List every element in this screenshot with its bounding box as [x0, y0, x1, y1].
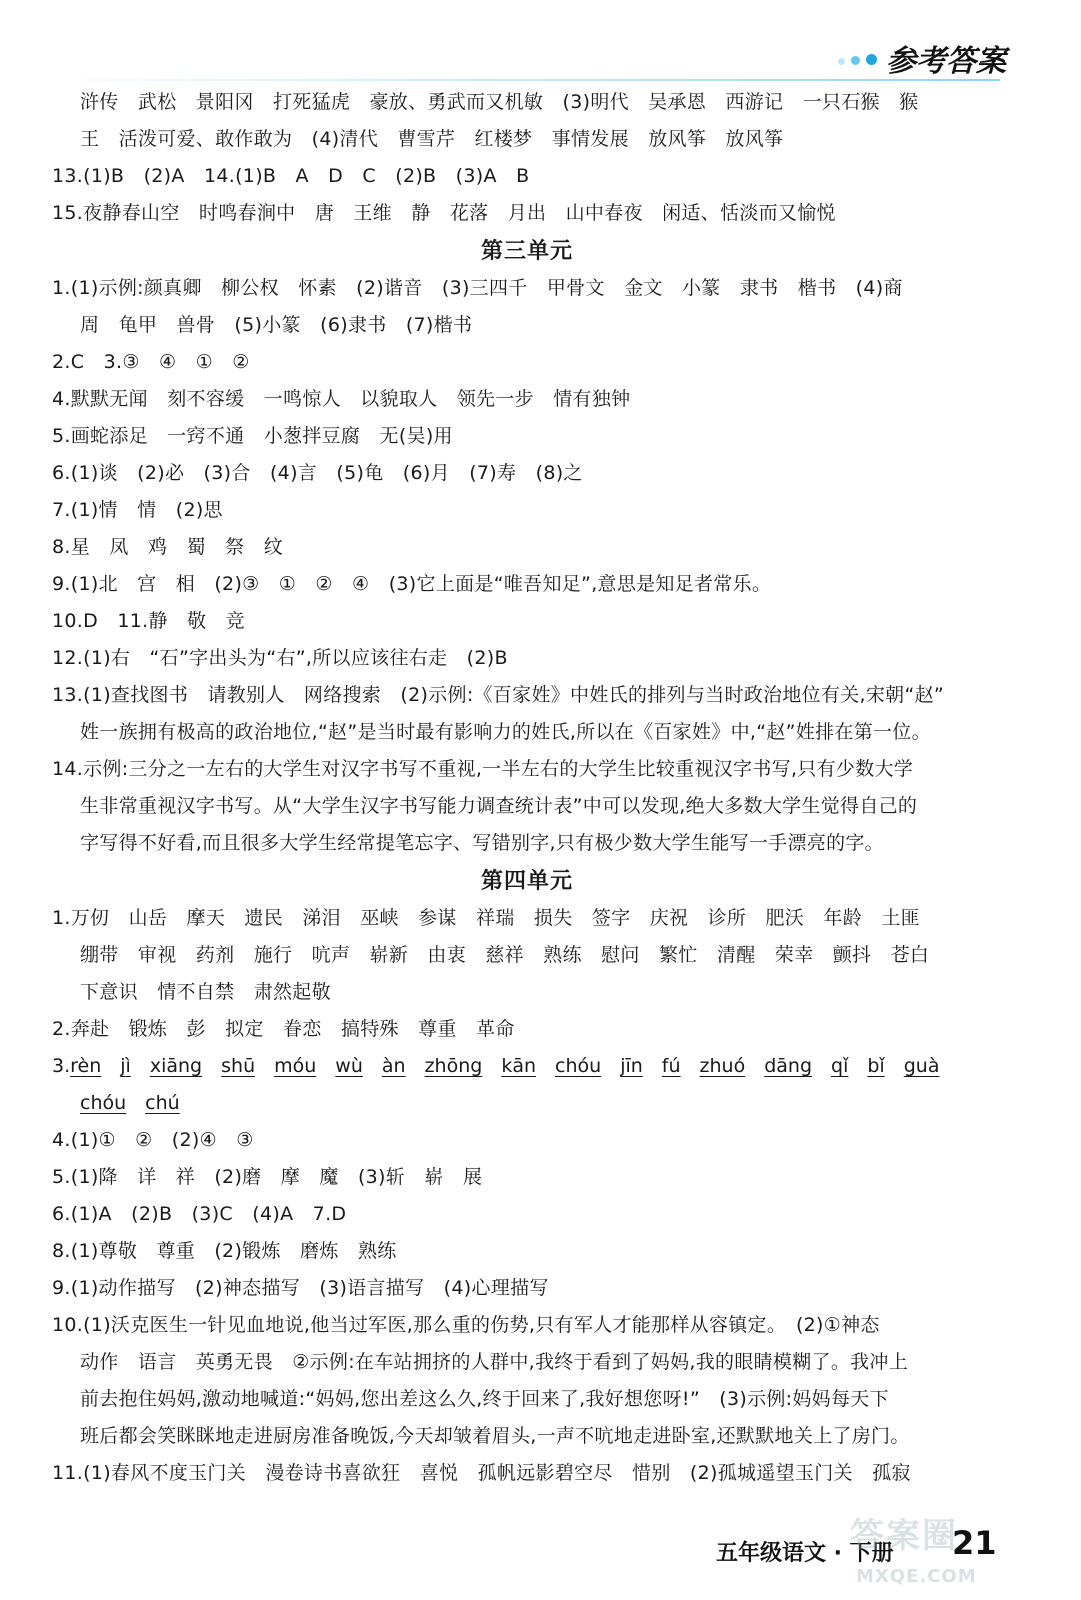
pinyin-answer: xiāng — [149, 1055, 203, 1077]
question-number: 3. — [52, 1055, 71, 1077]
answer-line: 2.C 3.③ ④ ① ② — [52, 351, 250, 373]
answer-line: 5.画蛇添足 一窍不通 小葱拌豆腐 无(吴)用 — [52, 425, 453, 447]
pinyin-answer: chóu — [80, 1092, 127, 1114]
page-header — [0, 0, 1081, 80]
answer-line: 13.(1)B (2)A 14.(1)B A D C (2)B (3)A B — [52, 165, 530, 187]
answer-line: 11.(1)春风不度玉门关 漫卷诗书喜欲狂 喜悦 孤帆远影碧空尽 惜别 (2)孤城遥望玉门关 孤寂 — [52, 1462, 911, 1484]
answer-line: 下意识 情不自禁 肃然起敬 — [80, 981, 331, 1003]
dot-icon — [851, 56, 860, 65]
header-divider — [80, 79, 1000, 81]
answer-line: 4.(1)① ② (2)④ ③ — [52, 1129, 254, 1151]
pinyin-answer: chú — [145, 1092, 180, 1114]
section-title-unit-3: 第三单元 — [480, 239, 573, 264]
pinyin-answer-line — [52, 1085, 1002, 1122]
answer-line: 15.夜静春山空 时鸣春涧中 唐 王维 静 花落 月出 山中春夜 闲适、恬淡而又愉悦 — [52, 202, 836, 224]
answer-line: 6.(1)谈 (2)必 (3)合 (4)言 (5)龟 (6)月 (7)寿 (8)之 — [52, 462, 583, 484]
pinyin-answer: wù — [335, 1055, 363, 1077]
answer-line: 5.(1)降 详 祥 (2)磨 摩 魔 (3)斩 崭 展 — [52, 1166, 483, 1188]
answer-line: 生非常重视汉字书写。从“大学生汉字书写能力调查统计表”中可以发现,绝大多数大学生觉得自己的 — [80, 795, 918, 817]
pinyin-answer: jīn — [620, 1055, 643, 1077]
answer-line: 6.(1)A (2)B (3)C (4)A 7.D — [52, 1203, 347, 1225]
pinyin-answer: zhōng — [424, 1055, 483, 1077]
pinyin-answer: zhuó — [699, 1055, 746, 1077]
dot-icon — [866, 54, 877, 65]
pinyin-row — [70, 1055, 939, 1077]
pinyin-answer: fú — [661, 1055, 681, 1077]
pinyin-answer: kān — [501, 1055, 537, 1077]
answer-line: 1.万仞 山岳 摩天 遗民 涕泪 巫峡 参谋 祥瑞 损失 签字 庆祝 诊所 肥沃 年龄 土匪 — [52, 907, 920, 929]
answer-line: 4.默默无闻 刻不容缓 一鸣惊人 以貌取人 领先一步 情有独钟 — [52, 388, 631, 410]
pinyin-answer: bǐ — [867, 1055, 885, 1077]
answer-line: 姓一族拥有极高的政治地位,“赵”是当时最有影响力的姓氏,所以在《百家姓》中,“赵”姓排在第一位。 — [80, 721, 931, 743]
dot-icon — [838, 58, 845, 65]
answer-line: 2.奔赴 锻炼 彭 拟定 眷恋 搞特殊 尊重 革命 — [52, 1018, 515, 1040]
answer-line: 动作 语言 英勇无畏 ②示例:在车站拥挤的人群中,我终于看到了妈妈,我的眼睛模糊了。我冲上 — [80, 1351, 909, 1373]
pinyin-answer: qǐ — [831, 1055, 849, 1077]
pinyin-answer: guà — [903, 1055, 940, 1077]
pinyin-answer: dāng — [764, 1055, 813, 1077]
answer-line: 浒传 武松 景阳冈 打死猛虎 豪放、勇武而又机敏 (3)明代 吴承恩 西游记 一只石猴 猴 — [80, 91, 919, 113]
decorative-dots — [838, 50, 883, 69]
answer-line: 7.(1)情 情 (2)思 — [52, 499, 223, 521]
answer-line: 8.星 凤 鸡 蜀 祭 纹 — [52, 536, 284, 558]
answer-content — [52, 84, 1002, 1492]
answer-line: 8.(1)尊敬 尊重 (2)锻炼 磨炼 熟练 — [52, 1240, 397, 1262]
answer-line: 13.(1)查找图书 请教别人 网络搜索 (2)示例:《百家姓》中姓氏的排列与当时政治地位有关,宋朝“赵” — [52, 684, 945, 706]
pinyin-answer: shū — [221, 1055, 256, 1077]
answer-line: 班后都会笑眯眯地走进厨房准备晚饭,今天却皱着眉头,一声不吭地走进卧室,还默默地关上了房门。 — [80, 1425, 910, 1447]
answer-line: 王 活泼可爱、敢作敢为 (4)清代 曹雪芹 红楼梦 事情发展 放风筝 放风筝 — [80, 128, 784, 150]
footer-grade-label: 五年级语文 · 下册 — [716, 1541, 894, 1566]
answer-line: 10.(1)沃克医生一针见血地说,他当过军医,那么重的伤势,只有军人才能那样从容镇定。 (2)①神态 — [52, 1314, 880, 1336]
page-number: 21 — [952, 1524, 997, 1562]
pinyin-answer: àn — [381, 1055, 406, 1077]
answer-line: 1.(1)示例:颜真卿 柳公权 怀素 (2)谐音 (3)三四千 甲骨文 金文 小篆 隶书 楷书 (4)商 — [52, 277, 903, 299]
answer-line: 前去抱住妈妈,激动地喊道:“妈妈,您出差这么久,终于回来了,我好想您呀!” (3)示例:妈妈每天下 — [80, 1388, 889, 1410]
answer-line: 绷带 审视 药剂 施行 吭声 崭新 由衷 慈祥 熟练 慰问 繁忙 清醒 荣幸 颤抖 苍白 — [80, 944, 930, 966]
watermark-url: MXQE.COM — [856, 1566, 977, 1587]
section-title-unit-4: 第四单元 — [480, 869, 573, 894]
page-header-title: 参考答案 — [886, 44, 1006, 79]
answer-line: 12.(1)右 “石”字出头为“右”,所以应该往右走 (2)B — [52, 647, 508, 669]
answer-line: 14.示例:三分之一左右的大学生对汉字书写不重视,一半左右的大学生比较重视汉字书写,只有少数大学 — [52, 758, 914, 780]
pinyin-answer: chóu — [555, 1055, 602, 1077]
pinyin-answer: móu — [274, 1055, 317, 1077]
pinyin-answer: rèn — [70, 1055, 102, 1077]
answer-line: 周 龟甲 兽骨 (5)小篆 (6)隶书 (7)楷书 — [80, 314, 473, 336]
answer-line: 9.(1)北 宫 相 (2)③ ① ② ④ (3)它上面是“唯吾知足”,意思是知足者常乐。 — [52, 573, 772, 595]
pinyin-answer: jì — [120, 1055, 131, 1077]
pinyin-row — [80, 1092, 180, 1114]
watermark-text: 答案圈 — [850, 1516, 958, 1556]
answer-line: 9.(1)动作描写 (2)神态描写 (3)语言描写 (4)心理描写 — [52, 1277, 549, 1299]
pinyin-answer-line — [52, 1048, 1002, 1085]
answer-line: 字写得不好看,而且很多大学生经常提笔忘字、写错别字,只有极少数大学生能写一手漂亮的字。 — [80, 832, 884, 854]
answer-line: 10.D 11.静 敬 竞 — [52, 610, 245, 632]
